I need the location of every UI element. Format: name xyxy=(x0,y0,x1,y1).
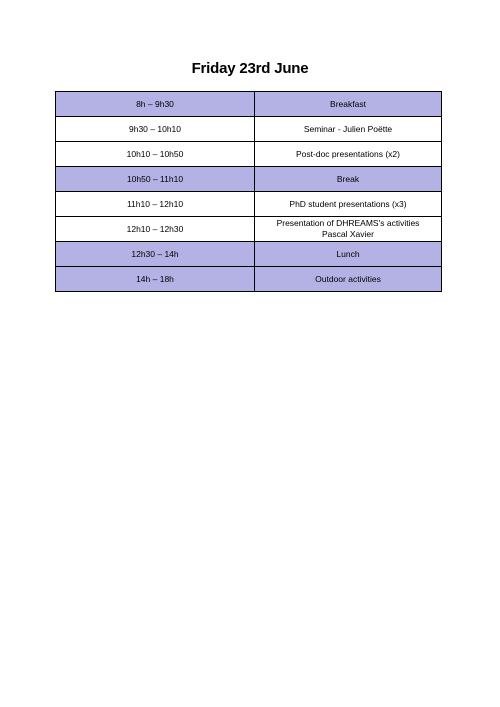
activity-cell: Lunch xyxy=(255,242,442,267)
page-title: Friday 23rd June xyxy=(191,60,309,77)
table-row xyxy=(56,192,442,217)
activity-cell: PhD student presentations (x3) xyxy=(255,192,442,217)
activity-line-1: Presentation of DHREAMS's activities xyxy=(276,218,420,228)
activity-cell: Break xyxy=(255,167,442,192)
table-row xyxy=(56,142,442,167)
table-row xyxy=(56,167,442,192)
time-cell: 8h – 9h30 xyxy=(56,92,255,117)
table-row xyxy=(56,217,442,242)
time-cell: 12h10 – 12h30 xyxy=(56,217,255,242)
time-cell: 9h30 – 10h10 xyxy=(56,117,255,142)
activity-line-2: Pascal Xavier xyxy=(322,229,374,239)
activity-cell: Post-doc presentations (x2) xyxy=(255,142,442,167)
time-cell: 14h – 18h xyxy=(56,267,255,292)
time-cell: 10h10 – 10h50 xyxy=(56,142,255,167)
time-cell: 10h50 – 11h10 xyxy=(56,167,255,192)
activity-cell: Seminar - Julien Poëtte xyxy=(255,117,442,142)
activity-cell xyxy=(255,217,442,242)
time-cell: 11h10 – 12h10 xyxy=(56,192,255,217)
table-row xyxy=(56,117,442,142)
schedule-table xyxy=(55,91,442,292)
activity-cell: Outdoor activities xyxy=(255,267,442,292)
activity-cell: Breakfast xyxy=(255,92,442,117)
table-row xyxy=(56,242,442,267)
table-row xyxy=(56,92,442,117)
time-cell: 12h30 – 14h xyxy=(56,242,255,267)
table-row xyxy=(56,267,442,292)
schedule-body xyxy=(56,92,442,292)
